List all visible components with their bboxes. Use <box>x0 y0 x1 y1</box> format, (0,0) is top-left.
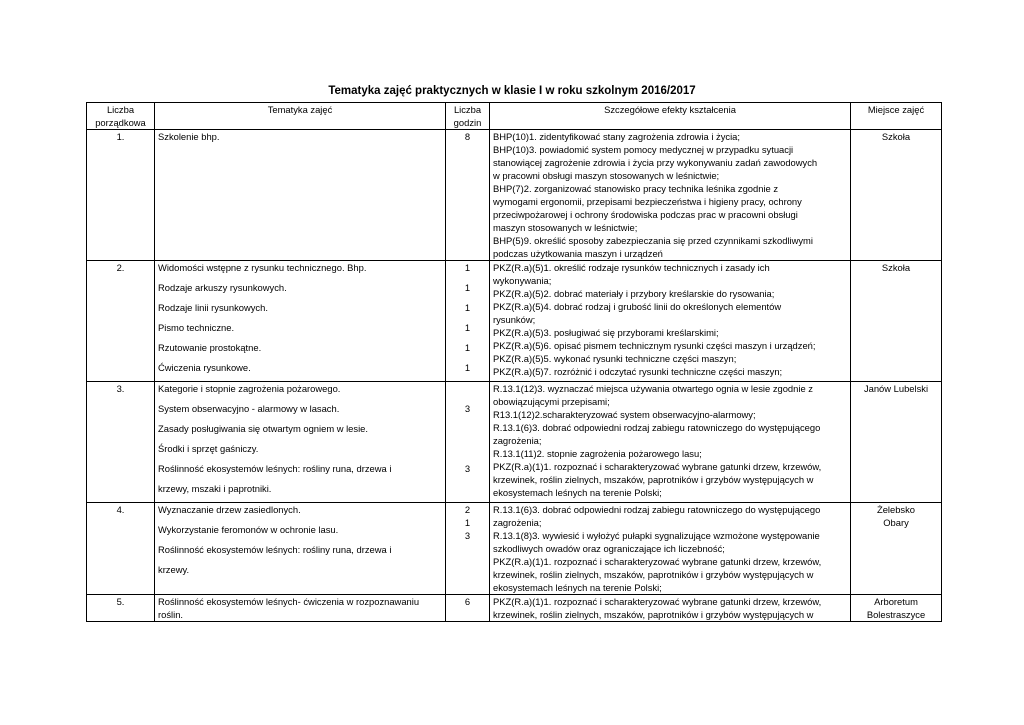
header-lp <box>87 103 155 130</box>
hours-item: 3 <box>464 463 471 474</box>
header-place: Miejsce zajęć <box>851 103 942 130</box>
effects-cell <box>490 261 851 382</box>
effect-line: PKZ(R.a)(5)6. opisać pismem technicznym rysunki części maszyn i urządzeń; <box>493 340 816 351</box>
effect-line: PKZ(R.a)(1)1. rozpoznać i scharakteryzować wybrane gatunki drzew, krzewów, <box>493 596 822 607</box>
topic-item: Ćwiczenia rysunkowe. <box>158 362 251 373</box>
effect-line: ekosystemach leśnych na terenie Polski; <box>493 582 662 593</box>
effect-line: wymogami ergonomii, przepisami bezpieczeństwa i higieny pracy, ochrony <box>493 196 802 207</box>
header-hours <box>446 103 490 130</box>
effect-line: obowiązującymi przepisami; <box>493 396 610 407</box>
hours-item: 3 <box>464 530 471 541</box>
table-row <box>87 382 942 503</box>
effect-line: PKZ(R.a)(1)1. rozpoznać i scharakteryzować wybrane gatunki drzew, krzewów, <box>493 461 822 472</box>
hours-item: 1 <box>464 262 471 273</box>
hours-item <box>449 482 486 502</box>
effect-line: rysunków; <box>493 314 536 325</box>
effect-line: PKZ(R.a)(5)4. dobrać rodzaj i grubość linii do określonych elementów <box>493 301 782 312</box>
hours-cell <box>446 382 490 503</box>
topic-item: Roślinność ekosystemów leśnych- ćwiczenia w rozpoznawaniu <box>158 596 420 607</box>
header-lp-line: porządkowa <box>95 117 146 128</box>
hours-item: 1 <box>464 342 471 353</box>
topic-cell <box>155 130 446 261</box>
effect-line: zagrożenia; <box>493 517 542 528</box>
hours-item: 1 <box>464 282 471 293</box>
place-line: Szkoła <box>881 131 911 142</box>
hours-item <box>449 382 486 402</box>
topic-cell <box>155 382 446 503</box>
topic-item: Roślinność ekosystemów leśnych: rośliny runa, drzewa i <box>158 544 392 555</box>
effect-line: PKZ(R.a)(5)1. określić rodzaje rysunków technicznych i zasady ich <box>493 262 770 273</box>
hours-cell <box>446 130 490 261</box>
table-row <box>87 130 942 261</box>
topic-cell <box>155 261 446 382</box>
effects-cell <box>490 382 851 503</box>
effects-cell <box>490 503 851 595</box>
topic-item: Widomości wstępne z rysunku technicznego. Bhp. <box>158 262 367 273</box>
effect-line: w pracowni obsługi maszyn stosowanych w leśnictwie; <box>493 170 720 181</box>
effect-line: PKZ(R.a)(5)5. wykonać rysunki techniczne części maszyn; <box>493 353 737 364</box>
hours-item: 8 <box>464 131 471 142</box>
effect-line: BHP(5)9. określić sposoby zabezpieczania się przed czynnikami szkodliwymi <box>493 235 813 246</box>
table-row <box>87 503 942 595</box>
topic-item: Pismo techniczne. <box>158 322 235 333</box>
effects-cell <box>490 595 851 622</box>
topic-item: Zasady posługiwania się otwartym ogniem w lesie. <box>158 423 368 434</box>
topic-item: Szkolenie bhp. <box>158 131 220 142</box>
topic-item: krzewy. <box>158 564 190 575</box>
row-number: 5. <box>87 595 155 622</box>
effect-line: R.13.1(6)3. dobrać odpowiedni rodzaj zabiegu ratowniczego do występującego <box>493 422 821 433</box>
effect-line: szkodliwych owadów oraz ograniczające ich liczebność; <box>493 543 725 554</box>
place-cell <box>851 595 942 622</box>
effect-line: podczas użytkowania maszyn i urządzeń <box>493 248 663 259</box>
place-cell <box>851 130 942 261</box>
row-number: 4. <box>87 503 155 595</box>
topic-cell <box>155 595 446 622</box>
hours-cell <box>446 261 490 382</box>
effect-line: ekosystemach leśnych na terenie Polski; <box>493 487 662 498</box>
document-title: Tematyka zajęć praktycznych w klasie I w roku szkolnym 2016/2017 <box>328 85 696 97</box>
header-row <box>87 103 942 130</box>
topic-item: Wykorzystanie feromonów w ochronie lasu. <box>158 524 339 535</box>
header-hours-line: godzin <box>453 117 482 128</box>
row-number: 3. <box>87 382 155 503</box>
header-hours-line: Liczba <box>453 104 482 115</box>
topic-item: Rodzaje arkuszy rysunkowych. <box>158 282 287 293</box>
hours-item: 3 <box>464 403 471 414</box>
header-topic: Tematyka zajęć <box>155 103 446 130</box>
place-cell <box>851 261 942 382</box>
hours-item: 1 <box>464 322 471 333</box>
effect-line: PKZ(R.a)(1)1. rozpoznać i scharakteryzować wybrane gatunki drzew, krzewów, <box>493 556 822 567</box>
effect-line: stanowiącej zagrożenie zdrowia i życia przy wykonywaniu zadań zawodowych <box>493 157 818 168</box>
topic-item: Roślinność ekosystemów leśnych: rośliny runa, drzewa i <box>158 463 392 474</box>
schedule-table <box>86 102 942 622</box>
effect-line: krzewinek, roślin zielnych, mszaków, paprotników i grzybów występujących w <box>493 609 814 620</box>
effect-line: R.13.1(6)3. dobrać odpowiedni rodzaj zabiegu ratowniczego do występującego <box>493 504 821 515</box>
effect-line: PKZ(R.a)(5)2. dobrać materiały i przybory kreślarskie do rysowania; <box>493 288 775 299</box>
hours-item: 6 <box>464 596 471 607</box>
topic-item: Środki i sprzęt gaśniczy. <box>158 443 259 454</box>
topic-item: Wyznaczanie drzew zasiedlonych. <box>158 504 301 515</box>
hours-cell <box>446 595 490 622</box>
effect-line: wykonywania; <box>493 275 552 286</box>
place-line: Żelebsko <box>876 504 916 515</box>
hours-item: 1 <box>464 517 471 528</box>
hours-cell <box>446 503 490 595</box>
effect-line: R.13.1(12)3. wyznaczać miejsca używania otwartego ognia w lesie zgodnie z <box>493 383 813 394</box>
header-effects: Szczegółowe efekty kształcenia <box>490 103 851 130</box>
effect-line: R.13.1(11)2. stopnie zagrożenia pożarowego lasu; <box>493 448 702 459</box>
effect-line: PKZ(R.a)(5)7. rozróżnić i odczytać rysunki techniczne części maszyn; <box>493 366 783 377</box>
hours-item: 2 <box>464 504 471 515</box>
topic-item: Rzutowanie prostokątne. <box>158 342 262 353</box>
row-number: 1. <box>87 130 155 261</box>
topic-item: roślin. <box>158 609 184 620</box>
topic-cell <box>155 503 446 595</box>
hours-item: 1 <box>464 302 471 313</box>
place-line: Janów Lubelski <box>863 383 929 394</box>
effect-line: krzewinek, roślin zielnych, mszaków, paprotników i grzybów występujących w <box>493 474 814 485</box>
place-cell <box>851 382 942 503</box>
effect-line: BHP(10)3. powiadomić system pomocy medycznej w przypadku sytuacji <box>493 144 794 155</box>
effect-line: R.13.1(8)3. wywiesić i wyłożyć pułapki sygnalizujące wzmożone występowanie <box>493 530 820 541</box>
table-row <box>87 595 942 622</box>
effect-line: krzewinek, roślin zielnych, mszaków, paprotników i grzybów występujących w <box>493 569 814 580</box>
place-line: Bolestraszyce <box>866 609 926 620</box>
topic-item: Rodzaje linii rysunkowych. <box>158 302 268 313</box>
topic-item: System obserwacyjno - alarmowy w lasach. <box>158 403 340 414</box>
effect-line: BHP(10)1. zidentyfikować stany zagrożenia zdrowia i życia; <box>493 131 740 142</box>
effect-line: BHP(7)2. zorganizować stanowisko pracy technika leśnika zgodnie z <box>493 183 779 194</box>
place-line: Obary <box>883 517 909 528</box>
topic-item: krzewy, mszaki i paprotniki. <box>158 483 272 494</box>
place-cell <box>851 503 942 595</box>
header-lp-line: Liczba <box>106 104 135 115</box>
hours-item <box>449 442 486 462</box>
effect-line: zagrożenia; <box>493 435 542 446</box>
place-line: Arboretum <box>874 596 918 607</box>
effects-cell <box>490 130 851 261</box>
topic-item: Kategorie i stopnie zagrożenia pożarowego. <box>158 383 341 394</box>
hours-item: 1 <box>464 362 471 373</box>
effect-line: maszyn stosowanych w leśnictwie; <box>493 222 638 233</box>
hours-item <box>449 422 486 442</box>
effect-line: przeciwpożarowej i ochrony środowiska podczas prac w pracowni obsługi <box>493 209 798 220</box>
hours-item <box>449 542 486 555</box>
row-number: 2. <box>87 261 155 382</box>
effect-line: PKZ(R.a)(5)3. posługiwać się przyborami kreślarskimi; <box>493 327 719 338</box>
effect-line: R13.1(12)2.scharakteryzować system obserwacyjno-alarmowy; <box>493 409 756 420</box>
table-row <box>87 261 942 382</box>
place-line: Szkoła <box>881 262 911 273</box>
